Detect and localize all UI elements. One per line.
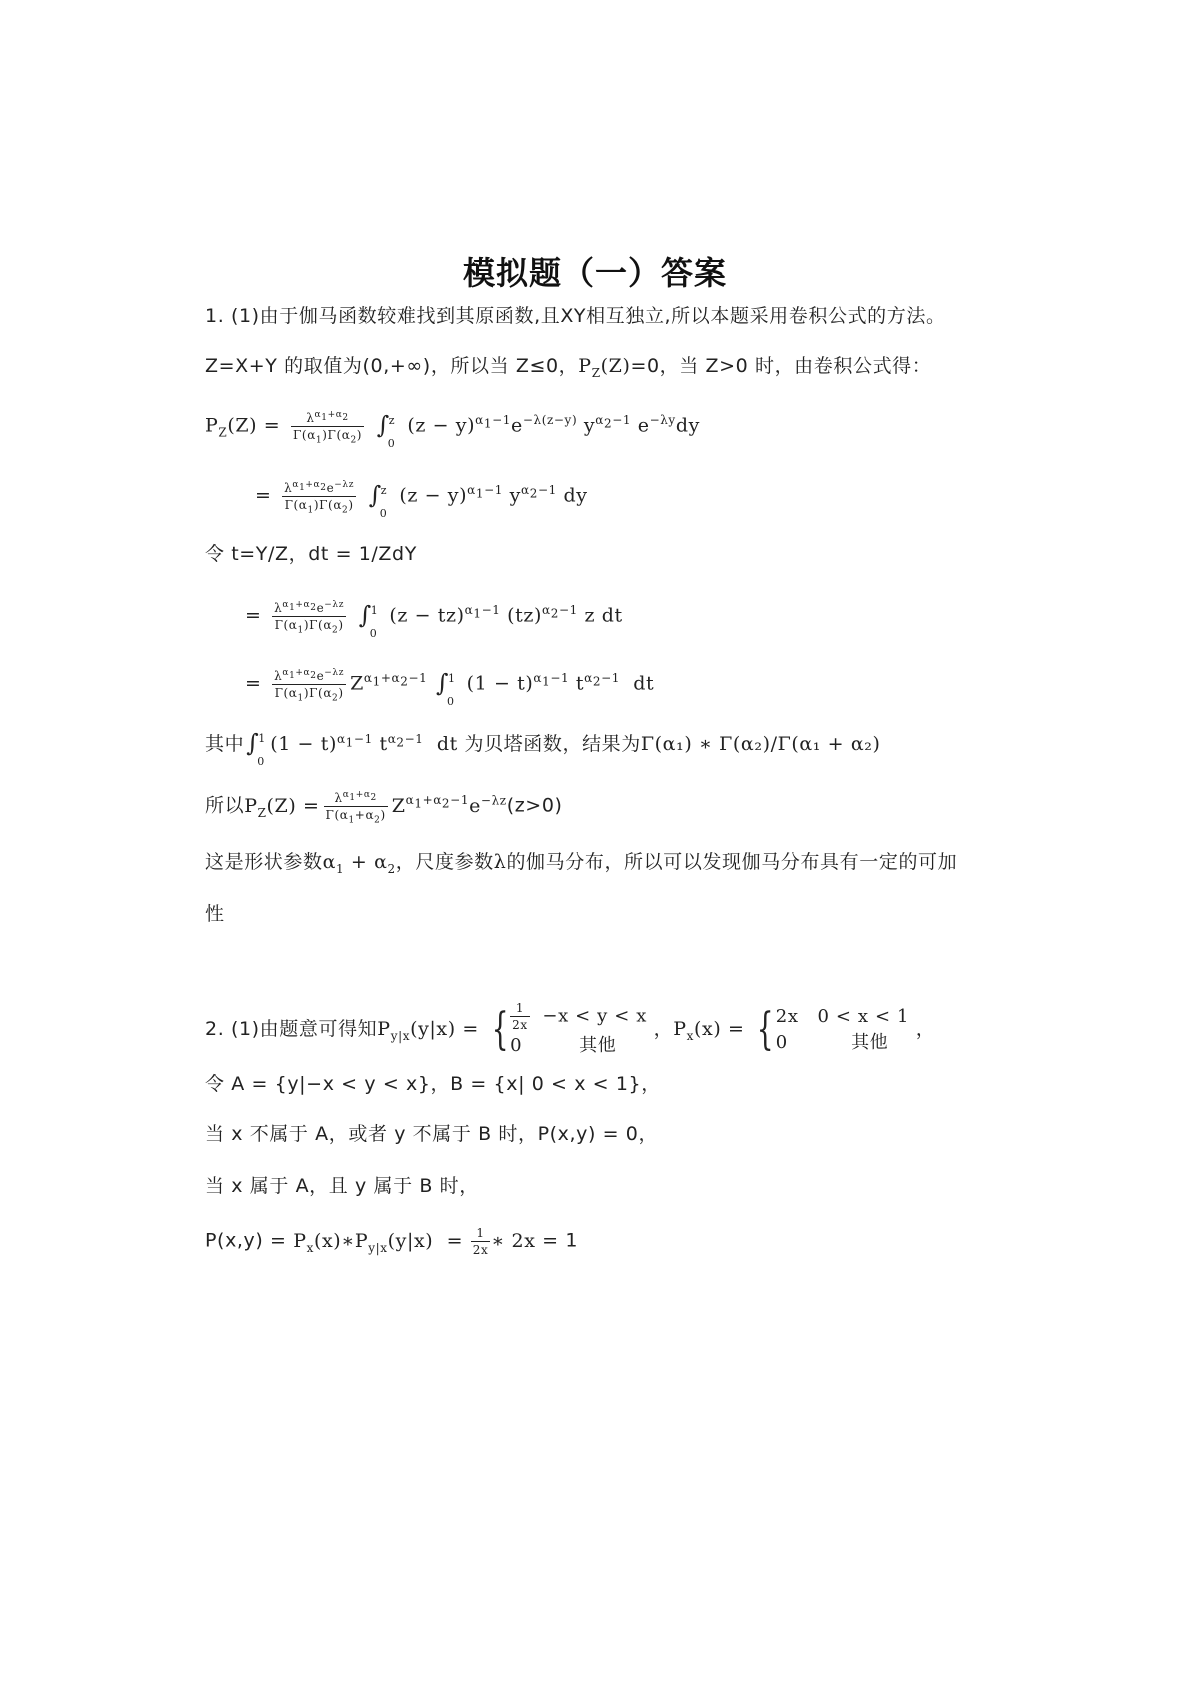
result-text-b: (z>0)	[506, 794, 563, 817]
q1-result-line	[205, 790, 563, 826]
integral-sign: ∫ z 0	[368, 480, 388, 520]
fraction: $\frac{\lambda^{\alpha_1+\alpha_2}e^{-\lambda z}}{\Gamma(\alpha_1)\Gamma(\alpha_2)}$	[274, 668, 345, 704]
formula-convolution-1: $P_Z(Z)$ = $\frac{\lambda^{\alpha_1+\alpha_2}}{\Gamma(\alpha_1)\Gamma(\alpha_2)}$ ∫ z 0 $(z - y)^{\alpha_1-1}e^{-\lambda(z-y)}$ $y^{\alpha_2-1}$ $e^{-\lambda y}dy$	[205, 410, 700, 450]
q1-conclusion-end: 性	[205, 903, 225, 925]
integral-sign: ∫ z 0	[376, 410, 396, 450]
integral-sign: ∫ 1 0	[358, 600, 379, 640]
pz-symbol: $P_Z(Z)$	[578, 355, 631, 380]
q1-range-text-b: =0，当 Z>0 时，由卷积公式得：	[630, 355, 932, 377]
fraction: $\frac{\lambda^{\alpha_1+\alpha_2}e^{-\lambda z}}{\Gamma(\alpha_1)\Gamma(\alpha_2)}$	[274, 600, 345, 636]
final-text-b: = 1	[542, 1229, 579, 1252]
shape-param: $\alpha_1 + \alpha_2$	[322, 851, 396, 876]
q1-range-text-a: Z=X+Y 的取值为(0,+∞)，所以当 Z≤0，	[205, 355, 579, 377]
concl-text-a: 这是形状参数	[205, 851, 323, 873]
concl-text-c: 的伽马分布，所以可以发现伽马分布具有一定的可加	[506, 851, 958, 873]
q2-intro-text: 2. (1)由题意可得知	[205, 1018, 378, 1040]
page-title: 模拟题（一）答案	[462, 254, 727, 292]
formula-substituted-2: = $\frac{\lambda^{\alpha_1+\alpha_2}e^{-\lambda z}}{\Gamma(\alpha_1)\Gamma(\alpha_2)}$ $Z^{\alpha_1+\alpha_2-1}$ ∫ 1 0 $(1 - t)^{\alpha_1-1}$ $t^{\alpha_2-1}$ dt	[245, 668, 655, 708]
other-label-1: 其他	[579, 1035, 617, 1056]
fraction: $\frac{\lambda^{\alpha_1+\alpha_2}}{\Gamma(\alpha_1)\Gamma(\alpha_2)}$	[292, 410, 363, 446]
beta-result: Γ(α₁) ∗ Γ(α₂)/Γ(α₁ + α₂)	[640, 733, 881, 755]
q2-intro-line: 2. (1)由题意可得知$P_{y|x}(y|x)$ = { $\frac{1}{2x}$ −x < y < x 0 其他 ，$P_x(x)$ = { 2x 0 < x < 1 0 其他 ，	[205, 1000, 935, 1059]
cases-marginal: { 2x 0 < x < 1 0 其他	[756, 1003, 910, 1055]
cases-conditional: { $\frac{1}{2x}$ −x < y < x 0 其他	[491, 1001, 648, 1056]
q2-final-line	[205, 1225, 578, 1258]
result-formula: $P_Z(Z)$ = $\frac{\lambda^{\alpha_1+\alpha_2}}{\Gamma(\alpha_1+\alpha_2)}$ $Z^{\alpha_1+\alpha_2-1}e^{-\lambda z}$	[244, 790, 507, 826]
q2-case1: 当 x 不属于 A，或者 y 不属于 B 时，P(x,y) = 0，	[205, 1123, 659, 1145]
q2-sets: 令 A = {y|−x < y < x}，B = {x| 0 < x < 1}，	[205, 1073, 661, 1095]
conditional-density: $P_{y|x}(y|x)$ =	[377, 1018, 479, 1043]
beta-integral: ∫ 1 0 $(1 - t)^{\alpha_1-1}$ $t^{\alpha_2-1}$ dt	[246, 729, 465, 768]
q1-range-line	[205, 352, 931, 380]
fraction: $\frac{\lambda^{\alpha_1+\alpha_2}e^{-\lambda z}}{\Gamma(\alpha_1)\Gamma(\alpha_2)}$	[284, 480, 355, 516]
beta-text-b: 为贝塔函数，结果为	[464, 733, 641, 755]
beta-text-a: 其中	[205, 733, 245, 755]
marginal-density: ，$P_x(x)$ =	[653, 1018, 745, 1043]
scale-param: λ	[493, 851, 507, 873]
q1-substitution: 令 t=Y/Z，dt = 1/ZdY	[205, 543, 417, 565]
q1-beta-line	[205, 729, 881, 768]
formula-substituted-1: = $\frac{\lambda^{\alpha_1+\alpha_2}e^{-\lambda z}}{\Gamma(\alpha_1)\Gamma(\alpha_2)}$ ∫ 1 0 (z − tz)$^{\alpha_1-1}$ (tz)$^{\alpha_2-1}$ z dt	[245, 600, 623, 640]
other-label-2: 其他	[851, 1031, 889, 1053]
final-formula: $P_x(x)∗P_{y|x}(y|x)$ = $\frac{1}{2x}$ ∗ 2x	[293, 1226, 536, 1257]
result-text-a: 所以	[205, 794, 245, 817]
q1-conclusion	[205, 848, 957, 876]
q2-case2: 当 x 属于 A，且 y 属于 B 时，	[205, 1175, 479, 1197]
final-text-a: P(x,y) =	[205, 1229, 287, 1252]
integral-sign: ∫ 1 0	[435, 668, 456, 708]
q1-intro: 1. (1)由于伽马函数较难找到其原函数,且XY相互独立,所以本题采用卷积公式的方法。	[205, 305, 946, 327]
formula-convolution-2: = $\frac{\lambda^{\alpha_1+\alpha_2}e^{-\lambda z}}{\Gamma(\alpha_1)\Gamma(\alpha_2)}$ ∫ z 0 $(z - y)^{\alpha_1-1}$ $y^{\alpha_2-1}$ dy	[255, 480, 588, 520]
concl-text-b: ，尺度参数	[395, 851, 494, 873]
